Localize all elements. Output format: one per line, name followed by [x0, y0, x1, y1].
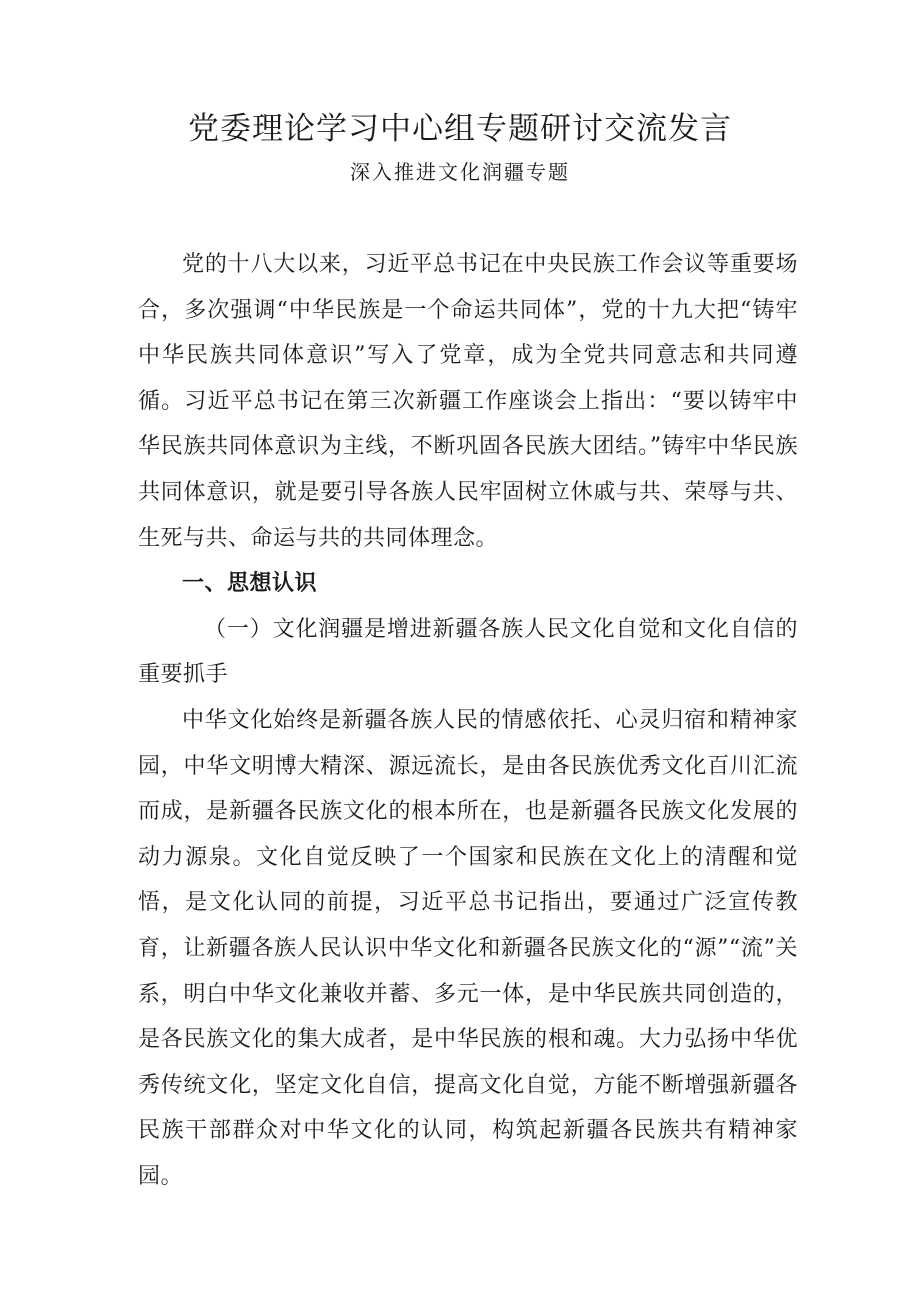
document-title: 党委理论学习中心组专题研讨交流发言 — [188, 111, 732, 147]
document-subtitle: 深入推进文化润疆专题 — [350, 160, 570, 184]
document-body — [138, 242, 798, 1199]
intro-paragraph: 党的十八大以来，习近平总书记在中央民族工作会议等重要场合，多次强调“中华民族是一个命运共同体”，党的十九大把“铸牢中华民族共同体意识”写入了党章，成为全党共同意志和共同遵循。习近平总书记在第三次新疆工作座谈会上指出：“要以铸牢中华民族共同体意识为主线，不断巩固各民族大团结。”铸牢中华民族共同体意识，就是要引导各族人民牢固树立休戚与共、荣辱与共、生死与共、命运与共的共同体理念。 — [138, 252, 798, 551]
section-paragraph: 中华文化始终是新疆各族人民的情感依托、心灵归宿和精神家园，中华文明博大精深、源远流长，是由各民族优秀文化百川汇流而成，是新疆各民族文化的根本所在，也是新疆各民族文化发展的动力源泉。文化自觉反映了一个国家和民族在文化上的清醒和觉悟，是文化认同的前提，习近平总书记指出，要通过广泛宣传教育，让新疆各族人民认识中华文化和新疆各民族文化的“源”“流”关系，明白中华文化兼收并蓄、多元一体，是中华民族共同创造的，是各民族文化的集大成者，是中华民族的根和魂。大力弘扬中华优秀传统文化，坚定文化自信，提高文化自觉，方能不断增强新疆各民族干部群众对中华文化的认同，构筑起新疆各民族共有精神家园。 — [138, 707, 798, 1189]
section-heading: 一、思想认识 — [182, 571, 318, 597]
section-subheading: （一）文化润疆是增进新疆各族人民文化自觉和文化自信的重要抓手 — [138, 616, 798, 688]
